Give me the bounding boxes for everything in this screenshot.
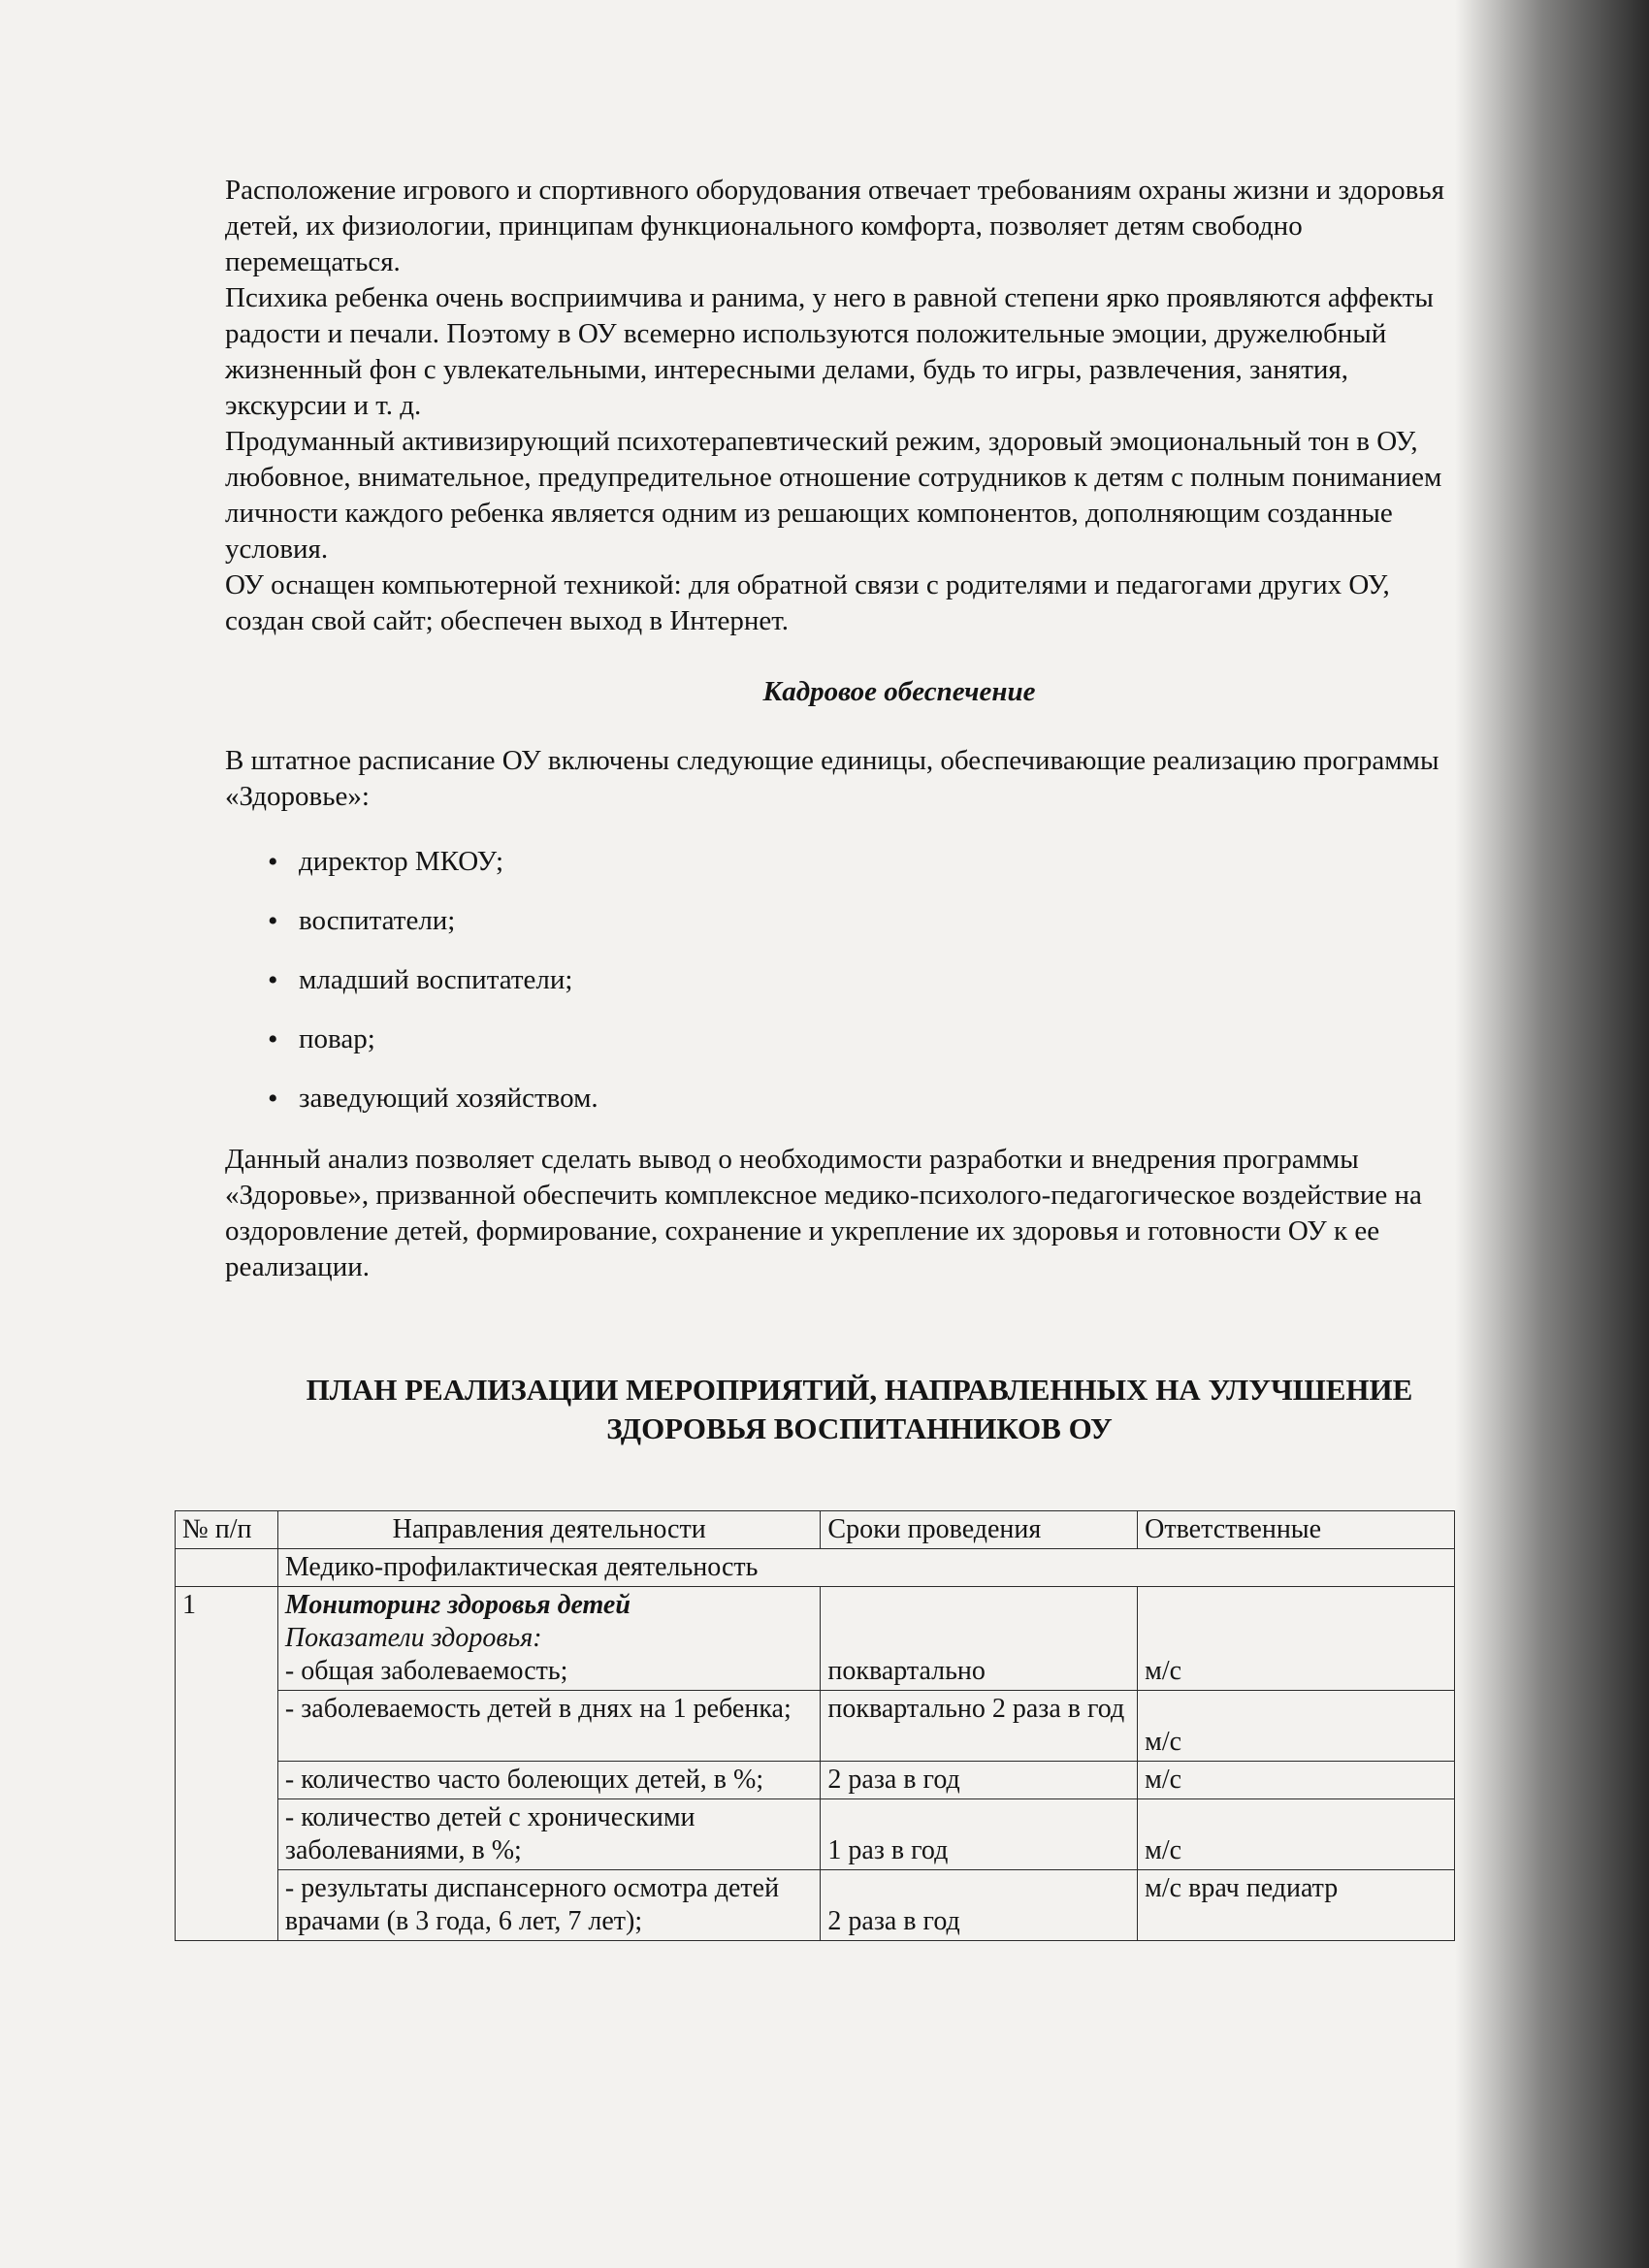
timing-cell — [821, 1870, 1138, 1941]
timing-cell — [821, 1587, 1138, 1691]
document-body — [225, 173, 1467, 1448]
item-title: Мониторинг здоровья детей — [284, 1590, 630, 1620]
table-row — [176, 1799, 1455, 1870]
responsible-cell: м/с врач педиатр — [1138, 1870, 1455, 1941]
staff-item: • младший воспитатели; — [268, 962, 1467, 998]
responsible-text: м/с — [1145, 1727, 1182, 1757]
plan-title — [252, 1371, 1467, 1448]
plan-table — [175, 1510, 1455, 1941]
page-edge-shadow — [1455, 0, 1649, 2268]
responsible-text: м/с — [1145, 1656, 1182, 1686]
table-row — [176, 1762, 1455, 1799]
staff-item: • заведующий хозяйством. — [268, 1081, 1467, 1117]
paragraph-equipment: Расположение игрового и спортивного оборудования отвечает требованиям охраны жизни и здоровья детей, их физиологии, принципам функционального комфорта, позволяет детям свободно перемещаться. — [225, 175, 1444, 277]
paragraph-computers: ОУ оснащен компьютерной техникой: для обратной связи с родителями и педагогами других ОУ, создан свой сайт; обеспечен выход в Интернет. — [225, 569, 1390, 636]
table-header-row — [176, 1511, 1455, 1549]
table-row — [176, 1870, 1455, 1941]
timing-text: поквартально — [827, 1656, 986, 1686]
staffing-intro: В штатное расписание ОУ включены следующие единицы, обеспечивающие реализацию программы «Здоровье»: — [225, 745, 1439, 812]
header-direction: Направления деятельности — [277, 1511, 820, 1549]
direction-cell: - результаты диспансерного осмотра детей врачами (в 3 года, 6 лет, 7 лет); — [277, 1870, 820, 1941]
group-row — [176, 1549, 1455, 1587]
responsible-cell — [1138, 1799, 1455, 1870]
timing-cell: 2 раза в год — [821, 1762, 1138, 1799]
table-row — [176, 1691, 1455, 1762]
direction-cell — [277, 1587, 820, 1691]
plan-title-line: ПЛАН РЕАЛИЗАЦИИ МЕРОПРИЯТИЙ, НАПРАВЛЕННЫХ НА УЛУЧШЕНИЕ — [306, 1373, 1413, 1407]
responsible-cell: м/с — [1138, 1762, 1455, 1799]
timing-cell — [821, 1799, 1138, 1870]
timing-cell: поквартально 2 раза в год — [821, 1691, 1138, 1762]
item-number: 1 — [176, 1587, 278, 1941]
plan-title-line: ЗДОРОВЬЯ ВОСПИТАННИКОВ ОУ — [606, 1411, 1113, 1445]
item-subtitle: Показатели здоровья: — [284, 1623, 542, 1653]
paragraph-psychology: Психика ребенка очень восприимчива и ранима, у него в равной степени ярко проявляются аффекты радости и печали. Поэтому в ОУ всемерно используются положительные эмоции, дружелюбный жизненный фон с увлекательными, интересными делами, будь то игры, развлечения, занятия, экскурсии и т. д. — [225, 282, 1434, 421]
staff-item: • повар; — [268, 1021, 1467, 1057]
direction-text: - общая заболеваемость; — [284, 1656, 568, 1686]
timing-text: 1 раз в год — [827, 1835, 949, 1865]
responsible-cell — [1138, 1691, 1455, 1762]
header-timing: Сроки проведения — [821, 1511, 1138, 1549]
table-row — [176, 1587, 1455, 1691]
staffing-heading: Кадровое обеспечение — [762, 676, 1036, 707]
timing-text: 2 раза в год — [827, 1906, 960, 1936]
responsible-text: м/с — [1145, 1835, 1182, 1865]
staff-item: • воспитатели; — [268, 903, 1467, 939]
direction-cell: - количество детей с хроническими заболеваниями, в %; — [277, 1799, 820, 1870]
staff-item: • директор МКОУ; — [268, 844, 1467, 880]
paragraph-regime: Продуманный активизирующий психотерапевтический режим, здоровый эмоциональный тон в ОУ, любовное, внимательное, предупредительное отношение сотрудников к детям с полным пониманием личности каждого ребенка является одним из решающих компонентов, дополняющим созданные условия. — [225, 426, 1442, 565]
group-title: Медико-профилактическая деятельность — [277, 1549, 1454, 1587]
direction-cell: - количество часто болеющих детей, в %; — [277, 1762, 820, 1799]
staffing-conclusion: Данный анализ позволяет сделать вывод о необходимости разработки и внедрения программы «Здоровье», призванной обеспечить комплексное медико-психолого-педагогическое воздействие на оздоровление детей, формирование, сохранение и укрепление их здоровья и готовности ОУ к ее реализации. — [225, 1144, 1422, 1282]
direction-cell: - заболеваемость детей в днях на 1 ребенка; — [277, 1691, 820, 1762]
staff-list — [225, 844, 1467, 1117]
header-num: № п/п — [176, 1511, 278, 1549]
header-responsible: Ответственные — [1138, 1511, 1455, 1549]
responsible-cell — [1138, 1587, 1455, 1691]
